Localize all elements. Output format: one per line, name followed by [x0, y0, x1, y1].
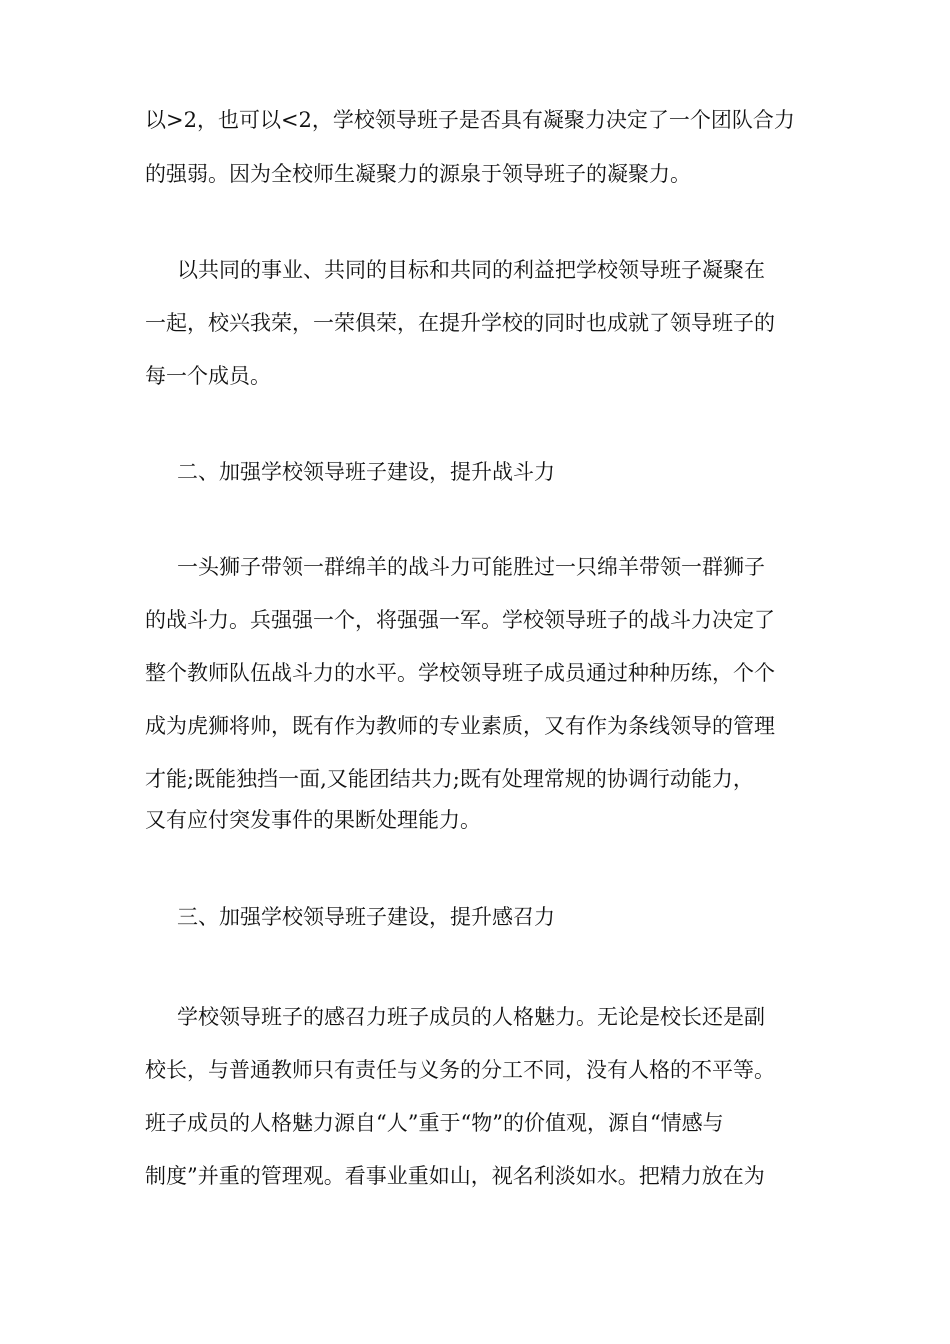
section-heading-2: 二、加强学校领导班子建设，提升战斗力: [177, 460, 555, 484]
paragraph-2-line-3: 每一个成员。: [145, 364, 271, 388]
paragraph-3-line-5: 才能;既能独挡一面,又能团结共力;既有处理常规的协调行动能力，: [145, 767, 754, 791]
paragraph-2-line-2: 一起，校兴我荣，一荣俱荣，在提升学校的同时也成就了领导班子的: [145, 311, 775, 335]
paragraph-4-line-1: 学校领导班子的感召力班子成员的人格魅力。无论是校长还是副: [177, 1005, 765, 1029]
section-heading-3: 三、加强学校领导班子建设，提升感召力: [177, 905, 555, 929]
paragraph-3-line-1: 一头狮子带领一群绵羊的战斗力可能胜过一只绵羊带领一群狮子: [177, 555, 765, 579]
paragraph-3-line-4: 成为虎狮将帅，既有作为教师的专业素质，又有作为条线领导的管理: [145, 714, 775, 738]
paragraph-2-line-1: 以共同的事业、共同的目标和共同的利益把学校领导班子凝聚在: [177, 258, 765, 282]
paragraph-4-line-4: 制度”并重的管理观。看事业重如山，视名利淡如水。把精力放在为: [145, 1164, 765, 1188]
paragraph-3-line-3: 整个教师队伍战斗力的水平。学校领导班子成员通过种种历练，个个: [145, 661, 775, 685]
paragraph-1-line-2: 的强弱。因为全校师生凝聚力的源泉于领导班子的凝聚力。: [145, 162, 691, 186]
paragraph-4-line-3: 班子成员的人格魅力源自“人”重于“物”的价值观，源自“情感与: [145, 1111, 724, 1135]
paragraph-4-line-2: 校长，与普通教师只有责任与义务的分工不同，没有人格的不平等。: [145, 1058, 775, 1082]
paragraph-3-line-2: 的战斗力。兵强强一个，将强强一军。学校领导班子的战斗力决定了: [145, 608, 775, 632]
paragraph-1-line-1: 以>2，也可以<2，学校领导班子是否具有凝聚力决定了一个团队合力: [145, 108, 795, 132]
paragraph-3-line-6: 又有应付突发事件的果断处理能力。: [145, 808, 481, 832]
